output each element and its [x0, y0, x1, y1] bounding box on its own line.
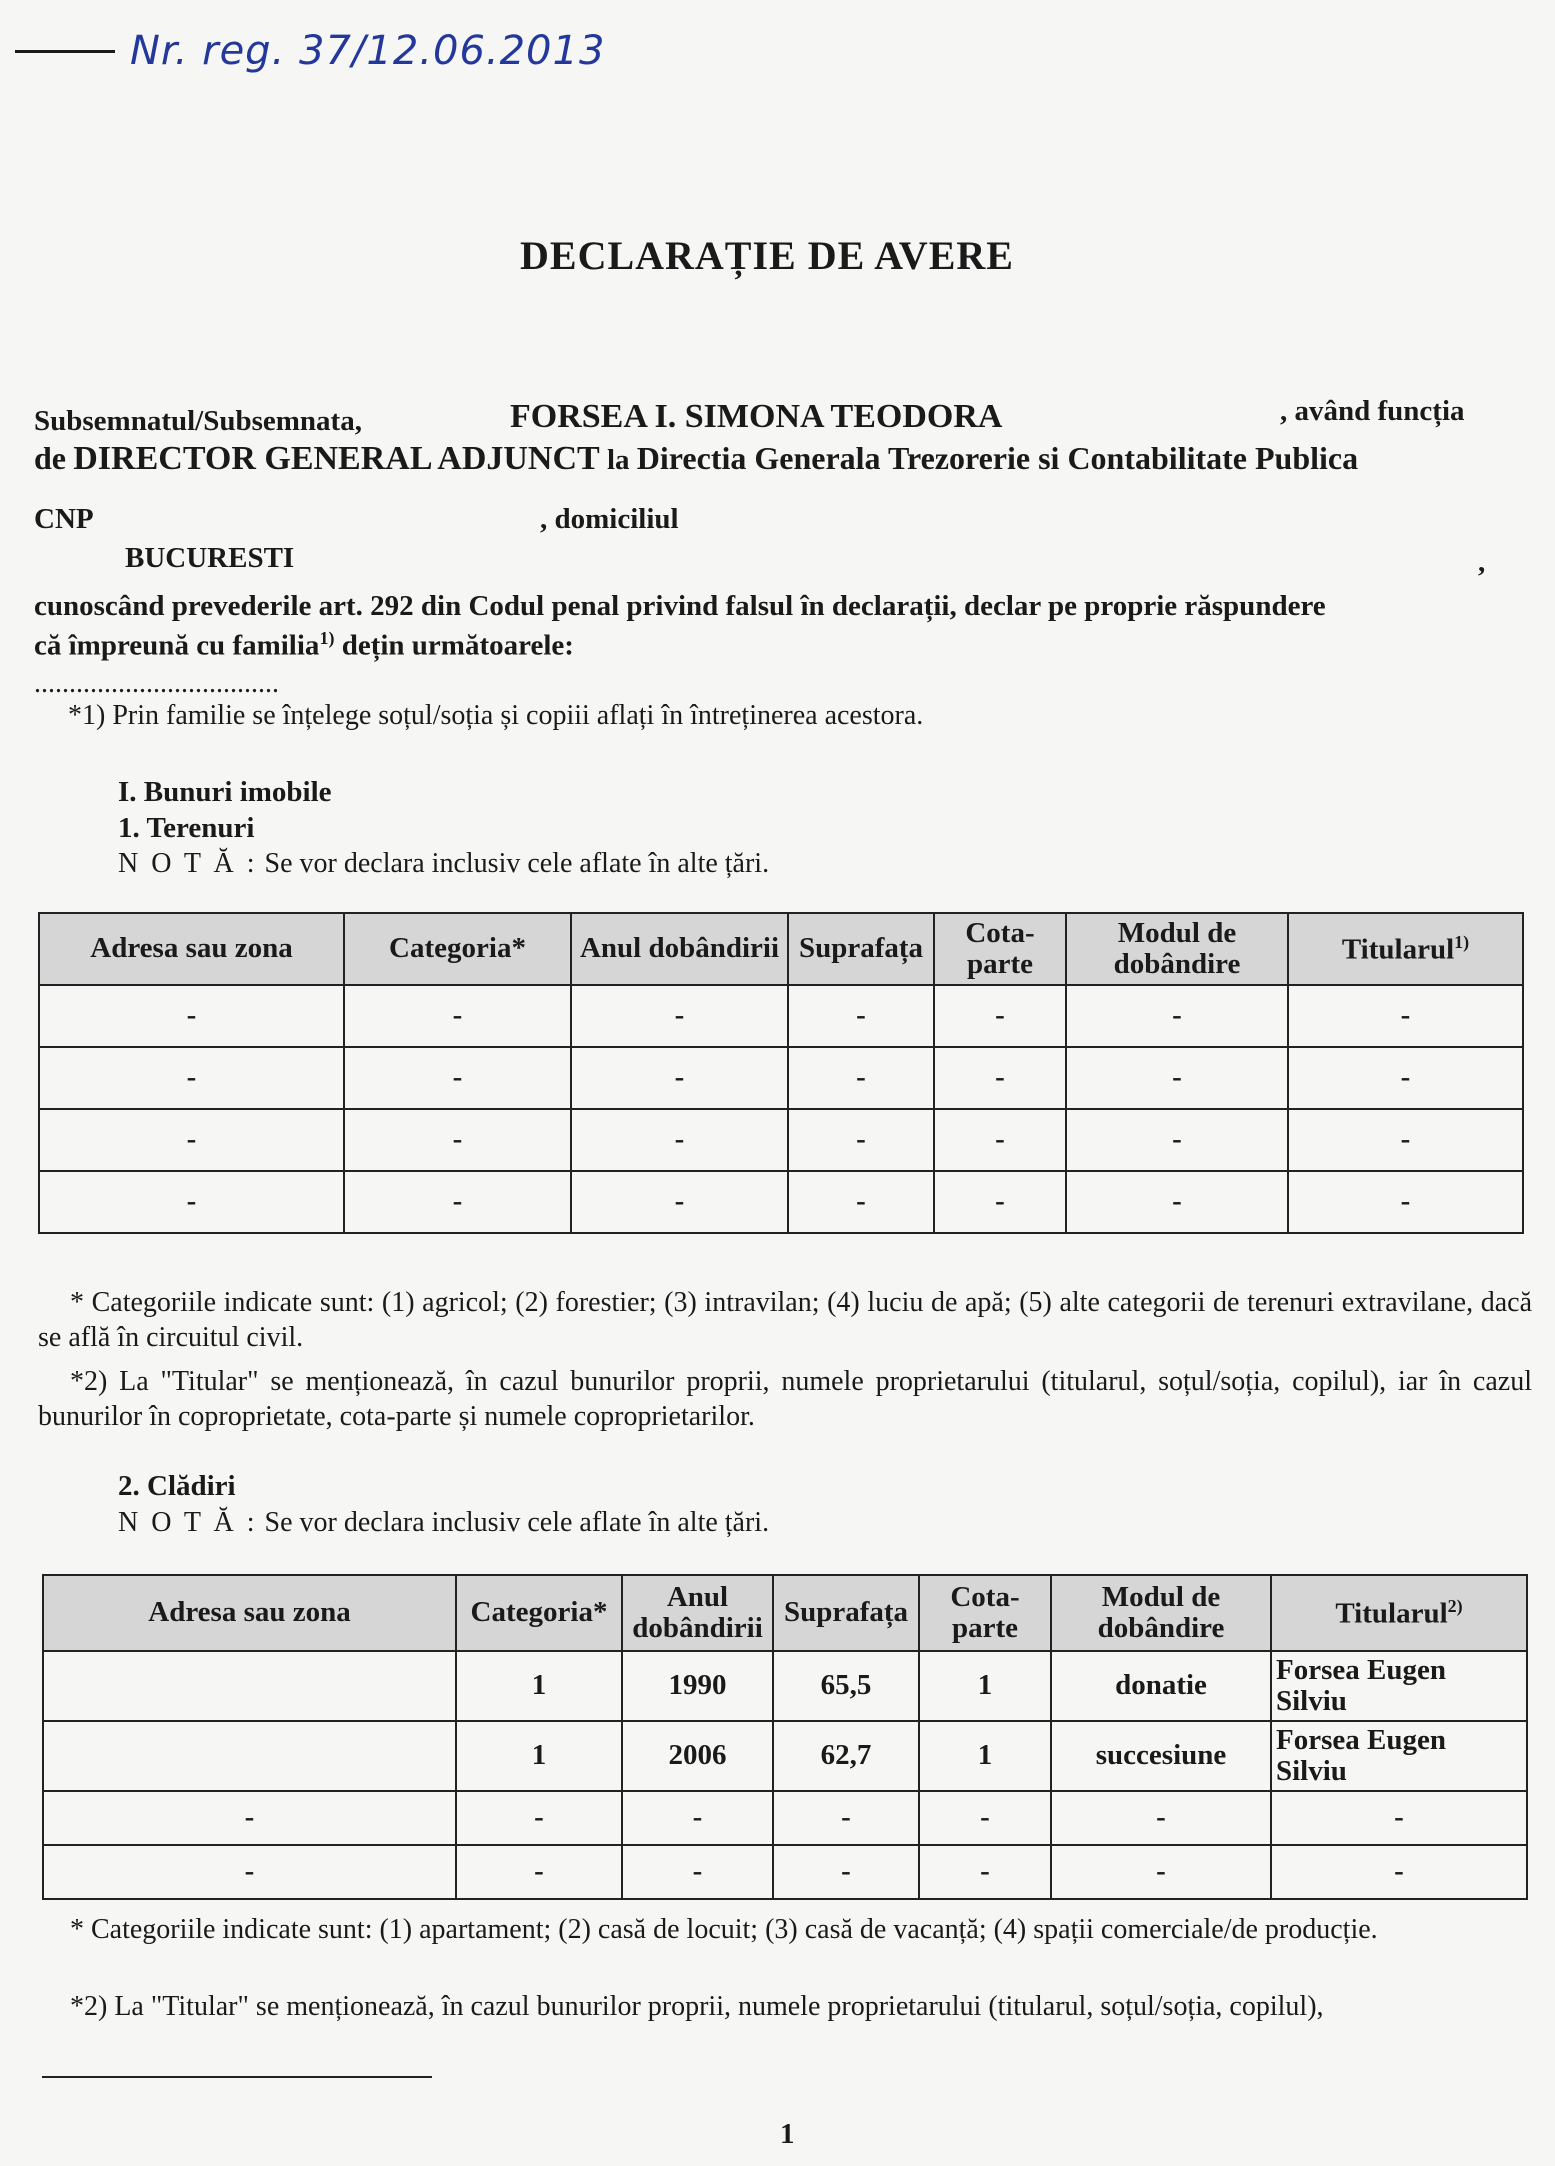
table-cell: 1 — [456, 1721, 622, 1791]
table-cell: 1990 — [622, 1651, 773, 1721]
table-cell: 1 — [919, 1651, 1051, 1721]
table-cell: - — [43, 1845, 456, 1899]
table-cell: - — [344, 1171, 571, 1233]
section-1-note-text: Se vor declara inclusiv cele aflate în alte țări. — [264, 848, 770, 879]
col-titular — [1288, 913, 1523, 985]
function-line — [34, 440, 1358, 478]
building-category-footnote: * Categoriile indicate sunt: (1) apartament; (2) casă de locuit; (3) casă de vacanță; (4) spații comerciale/de producție. — [70, 1914, 1378, 1945]
table-cell: - — [788, 1109, 934, 1171]
table-row — [43, 1791, 1527, 1845]
buildings-table-header — [43, 1575, 1527, 1651]
table-cell: - — [456, 1845, 622, 1899]
table-cell — [43, 1721, 456, 1791]
table-cell: - — [788, 985, 934, 1047]
table-row — [43, 1651, 1527, 1721]
table-cell: - — [43, 1791, 456, 1845]
table-cell: - — [1051, 1791, 1271, 1845]
section-2-note — [118, 1507, 769, 1539]
table-row — [39, 985, 1523, 1047]
section-1-subheading: 1. Terenuri — [118, 812, 255, 844]
declarant-intro: Subsemnatul/Subsemnata, — [34, 405, 362, 437]
table-cell: - — [622, 1845, 773, 1899]
col-modul: Modul de dobândire — [1066, 913, 1288, 985]
registration-note: Nr. reg. 37/12.06.2013 — [130, 28, 606, 74]
col-anul: Anul dobândirii — [622, 1575, 773, 1651]
table-cell: - — [39, 1171, 344, 1233]
col-suprafata: Suprafața — [788, 913, 934, 985]
table-cell: donatie — [1051, 1651, 1271, 1721]
table-cell: - — [1288, 985, 1523, 1047]
table-cell: - — [39, 1047, 344, 1109]
function-la: la — [606, 444, 630, 476]
table-row — [39, 1171, 1523, 1233]
statement-dots: ................................... — [34, 668, 279, 699]
table-cell: - — [788, 1047, 934, 1109]
family-footnote: *1) Prin familie se înțelege soțul/soția și copiii aflați în întreținerea acestora. — [68, 700, 924, 731]
table-cell: - — [571, 1047, 788, 1109]
function-title: DIRECTOR GENERAL ADJUNCT — [73, 440, 600, 477]
section-1-note-label: N O T Ă : — [118, 848, 258, 879]
col-suprafata: Suprafața — [773, 1575, 919, 1651]
col-adresa: Adresa sau zona — [43, 1575, 456, 1651]
col-titular-label: Titularul — [1341, 933, 1455, 966]
table-cell: - — [344, 1047, 571, 1109]
declarant-name: FORSEA I. SIMONA TEODORA — [510, 398, 1003, 435]
table-cell: - — [934, 1047, 1066, 1109]
table-cell: Forsea Eugen Silviu — [1271, 1651, 1527, 1721]
table-cell: - — [1066, 1047, 1288, 1109]
table-cell: - — [919, 1791, 1051, 1845]
col-adresa: Adresa sau zona — [39, 913, 344, 985]
col-titular — [1271, 1575, 1527, 1651]
table-cell: - — [571, 1109, 788, 1171]
table-cell: 2006 — [622, 1721, 773, 1791]
statement-line-2-b: dețin următoarele: — [334, 629, 574, 662]
table-cell: - — [344, 1109, 571, 1171]
table-cell: - — [1288, 1047, 1523, 1109]
building-titular-footnote: *2) La "Titular" se menționează, în cazul bunurilor proprii, numele proprietarului (titularul, soțul/soția, copilul), — [70, 1991, 1324, 2022]
table-cell: - — [622, 1791, 773, 1845]
land-category-footnote: * Categoriile indicate sunt: (1) agricol; (2) forestier; (3) intravilan; (4) luciu de apă; (5) alte categorii de terenuri extravilane, dacă se află în circuitul civil. — [38, 1287, 1532, 1353]
table-cell: - — [1288, 1171, 1523, 1233]
table-cell: - — [773, 1845, 919, 1899]
statement-line-2 — [34, 628, 574, 663]
col-titular-label: Titularul — [1335, 1597, 1448, 1630]
domicile-city: BUCURESTI — [125, 542, 295, 574]
col-titular-sup: 2) — [1447, 1595, 1463, 1616]
table-cell: - — [1066, 1109, 1288, 1171]
buildings-table — [42, 1574, 1528, 1900]
table-cell: 1 — [456, 1651, 622, 1721]
land-titular-footnote: *2) La "Titular" se menționează, în cazul bunurilor proprii, numele proprietarului (titularul, soțul/soția, copilul), iar în cazul bunurilor în coproprietate, cota-parte și numele coproprietarilor. — [38, 1366, 1532, 1432]
col-titular-sup: 1) — [1454, 931, 1470, 952]
table-cell: 65,5 — [773, 1651, 919, 1721]
table-cell: - — [1271, 1791, 1527, 1845]
table-cell: - — [1288, 1109, 1523, 1171]
table-cell: - — [934, 985, 1066, 1047]
table-cell: - — [39, 985, 344, 1047]
table-row — [43, 1721, 1527, 1791]
table-cell: - — [571, 985, 788, 1047]
table-cell: - — [1066, 985, 1288, 1047]
table-cell: - — [934, 1109, 1066, 1171]
col-cota: Cota-parte — [934, 913, 1066, 985]
land-table-header — [39, 913, 1523, 985]
land-table — [38, 912, 1524, 1234]
table-cell — [43, 1651, 456, 1721]
table-row — [43, 1845, 1527, 1899]
domicile-label: , domiciliul — [540, 503, 679, 535]
footnote-separator — [42, 2076, 432, 2078]
section-2-note-text: Se vor declara inclusiv cele aflate în alte țări. — [264, 1507, 770, 1538]
col-categoria: Categoria* — [456, 1575, 622, 1651]
table-cell: - — [344, 985, 571, 1047]
statement-line-1: cunoscând prevederile art. 292 din Codul penal privind falsul în declarații, declar pe proprie răspundere — [34, 590, 1326, 622]
table-cell: - — [456, 1791, 622, 1845]
section-2-heading: 2. Clădiri — [118, 1470, 236, 1502]
table-cell: 1 — [919, 1721, 1051, 1791]
table-row — [39, 1047, 1523, 1109]
section-1-heading: I. Bunuri imobile — [118, 776, 332, 808]
col-modul: Modul de dobândire — [1051, 1575, 1271, 1651]
handwritten-dash — [15, 50, 115, 53]
table-cell: - — [39, 1109, 344, 1171]
table-row — [39, 1109, 1523, 1171]
section-2-note-label: N O T Ă : — [118, 1507, 258, 1538]
table-cell: 62,7 — [773, 1721, 919, 1791]
table-cell: - — [1066, 1171, 1288, 1233]
function-de: de — [34, 440, 66, 476]
table-cell: - — [571, 1171, 788, 1233]
page-title: DECLARAȚIE DE AVERE — [520, 233, 1014, 278]
table-cell: - — [934, 1171, 1066, 1233]
table-cell: - — [1271, 1845, 1527, 1899]
table-cell: - — [1051, 1845, 1271, 1899]
statement-sup: 1) — [319, 628, 335, 648]
statement-line-2-a: că împreună cu familia — [34, 629, 320, 662]
table-cell: Forsea Eugen Silviu — [1271, 1721, 1527, 1791]
table-cell: succesiune — [1051, 1721, 1271, 1791]
section-1-note — [118, 848, 769, 880]
col-categoria: Categoria* — [344, 913, 571, 985]
institution-name: Directia Generala Trezorerie si Contabilitate Publica — [636, 440, 1359, 476]
domicile-comma: , — [1478, 546, 1486, 578]
function-prefix: , având funcția — [1280, 395, 1465, 427]
table-cell: - — [919, 1845, 1051, 1899]
page-number: 1 — [780, 2118, 795, 2150]
cnp-label: CNP — [34, 503, 94, 535]
table-cell: - — [788, 1171, 934, 1233]
col-cota: Cota-parte — [919, 1575, 1051, 1651]
table-cell: - — [773, 1791, 919, 1845]
col-anul: Anul dobândirii — [571, 913, 788, 985]
